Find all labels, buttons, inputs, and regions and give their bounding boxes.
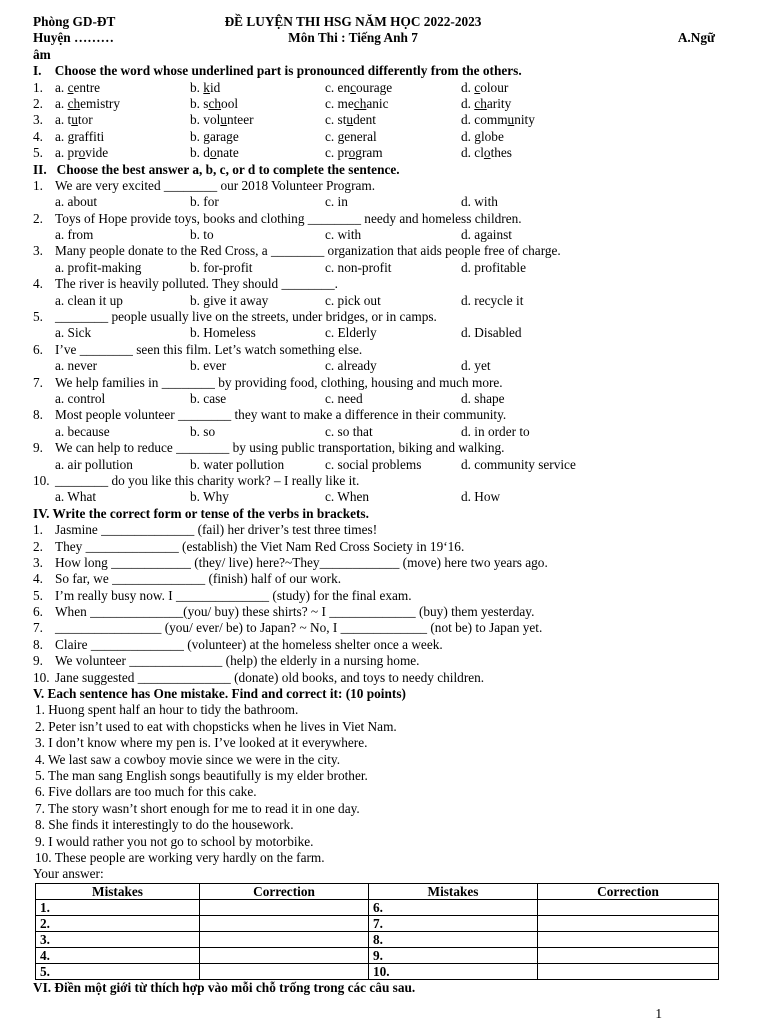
item-number: 5. xyxy=(33,145,43,161)
section-5-title-text: V. Each sentence has One mistake. Find and correct it: (10 points) xyxy=(33,686,406,702)
question-text: Many people donate to the Red Cross, a ________ organization that aids people free of charge. xyxy=(55,243,561,259)
option-d xyxy=(461,112,535,128)
answer-row xyxy=(36,899,719,915)
option-suffix: dent xyxy=(353,112,376,128)
option-suffix: nteer xyxy=(226,112,254,128)
underlined-part: ch xyxy=(353,95,367,111)
correction-cell-right xyxy=(538,899,719,915)
option-a: a. air pollution xyxy=(55,456,133,472)
mistake-cell-right: 9. xyxy=(369,947,538,963)
header-row-3 xyxy=(33,47,723,63)
option-c: c. need xyxy=(325,390,363,406)
mistakes-header-2: Mistakes xyxy=(369,883,538,899)
mistakes-header-1: Mistakes xyxy=(36,883,200,899)
item-number: 9. xyxy=(33,653,43,669)
option-a: a. profit-making xyxy=(55,259,142,275)
option-c: c. non-profit xyxy=(325,259,392,275)
underlined-part: g xyxy=(203,128,210,144)
section-5-items xyxy=(33,702,723,866)
item-text: I’m really busy now. I ______________ (study) for the final exam. xyxy=(55,587,412,603)
mistake-cell-right: 10. xyxy=(369,963,538,979)
section-2-items xyxy=(33,178,723,506)
option-a: a. from xyxy=(55,227,94,243)
underlined-part: c xyxy=(350,79,357,95)
option-c: c. so that xyxy=(325,423,373,439)
option-suffix: vide xyxy=(85,145,109,161)
mistake-sentence: 6. Five dollars are too much for this cake. xyxy=(35,784,257,800)
option-d xyxy=(461,145,512,161)
mistake-sentence: 10. These people are working very hardly on the farm. xyxy=(35,849,325,865)
verb-item xyxy=(33,588,723,604)
section-4-title xyxy=(33,506,723,522)
option-c xyxy=(325,129,377,145)
option-c xyxy=(325,80,392,96)
correction-cell-left xyxy=(200,963,369,979)
item-number: 10. xyxy=(33,669,50,685)
pronunciation-item xyxy=(33,96,723,112)
correction-cell-left xyxy=(200,899,369,915)
mistake-cell-left: 1. xyxy=(36,899,200,915)
verb-item xyxy=(33,604,723,620)
header-row-2 xyxy=(33,30,723,46)
exam-page xyxy=(33,14,723,996)
option-prefix: b. xyxy=(190,79,204,95)
question-number: 4. xyxy=(33,276,43,292)
option-b: b. case xyxy=(190,390,227,406)
verb-item xyxy=(33,555,723,571)
option-b: b. so xyxy=(190,423,216,439)
option-suffix: gram xyxy=(355,145,383,161)
option-prefix: a. pr xyxy=(55,145,79,161)
answer-table xyxy=(35,883,719,980)
options-row xyxy=(33,424,723,440)
options-row xyxy=(33,391,723,407)
option-d: d. community service xyxy=(461,456,576,472)
district-label: Huyện ……… xyxy=(33,30,114,46)
option-prefix: b. xyxy=(190,128,204,144)
option-suffix: tor xyxy=(77,112,93,128)
exam-title: ĐỀ LUYỆN THI HSG NĂM HỌC 2022-2023 xyxy=(224,14,482,29)
item-number: 1. xyxy=(33,79,43,95)
pronunciation-item xyxy=(33,145,723,161)
option-a: a. What xyxy=(55,489,97,505)
item-number: 5. xyxy=(33,587,43,603)
item-number: 3. xyxy=(33,554,43,570)
underlined-part: ch xyxy=(208,95,222,111)
option-suffix: eneral xyxy=(344,128,377,144)
verb-item xyxy=(33,539,723,555)
option-a xyxy=(55,96,120,112)
options-row xyxy=(33,260,723,276)
option-c: c. already xyxy=(325,358,377,374)
item-number: 8. xyxy=(33,636,43,652)
verb-item xyxy=(33,670,723,686)
underlined-part: u xyxy=(71,112,78,128)
underlined-part: u xyxy=(220,112,227,128)
item-text: They ______________ (establish) the Viet Nam Red Cross Society in 19‘16. xyxy=(55,538,465,554)
option-d xyxy=(461,96,511,112)
option-b: b. ever xyxy=(190,358,227,374)
option-d: d. with xyxy=(461,194,498,210)
section-1-title xyxy=(33,63,723,79)
option-d xyxy=(461,129,504,145)
option-a: a. control xyxy=(55,390,106,406)
option-suffix: nate xyxy=(216,145,239,161)
option-prefix: c. en xyxy=(325,79,351,95)
question-number: 3. xyxy=(33,243,43,259)
option-suffix: id xyxy=(209,79,221,95)
question-text: The river is heavily polluted. They should ________. xyxy=(55,276,339,292)
option-c: c. with xyxy=(325,227,362,243)
department-label: Phòng GD-ĐT xyxy=(33,14,116,29)
option-b xyxy=(190,129,239,145)
option-a: a. clean it up xyxy=(55,292,123,308)
option-b: b. for-profit xyxy=(190,259,253,275)
option-a: a. about xyxy=(55,194,98,210)
item-number: 2. xyxy=(33,95,43,111)
question-number: 9. xyxy=(33,440,43,456)
item-number: 6. xyxy=(33,604,43,620)
option-a: a. never xyxy=(55,358,98,374)
options-row xyxy=(33,293,723,309)
section-6-title xyxy=(33,980,723,996)
section-a-label-cont: âm xyxy=(33,46,51,62)
section-4-title-text: IV. Write the correct form or tense of the verbs in brackets. xyxy=(33,505,369,521)
question-row xyxy=(33,276,723,292)
question-text: We are very excited ________ our 2018 Volunteer Program. xyxy=(55,177,376,193)
option-b: b. Homeless xyxy=(190,325,256,341)
question-number: 5. xyxy=(33,309,43,325)
option-suffix: olour xyxy=(480,79,509,95)
underlined-part: o xyxy=(78,145,86,161)
mistake-cell-left: 3. xyxy=(36,931,200,947)
option-prefix: d. cl xyxy=(461,145,484,161)
option-prefix: a. xyxy=(55,95,68,111)
answer-row xyxy=(36,931,719,947)
section-1-items xyxy=(33,80,723,162)
correction-cell-right xyxy=(538,947,719,963)
section-2-title-text: II. Choose the best answer a, b, c, or d to complete the sentence. xyxy=(33,161,400,177)
option-a: a. because xyxy=(55,423,110,439)
option-prefix: a. t xyxy=(55,112,72,128)
option-b xyxy=(190,112,254,128)
verb-item xyxy=(33,637,723,653)
option-prefix: b. vol xyxy=(190,112,221,128)
mistake-sentence: 1. Huong spent half an hour to tidy the bathroom. xyxy=(35,702,299,718)
option-suffix: thes xyxy=(490,145,512,161)
item-text: Jane suggested ______________ (donate) old books, and toys to needy children. xyxy=(55,669,485,685)
underlined-part: o xyxy=(483,145,491,161)
underlined-part: c xyxy=(67,79,74,95)
item-number: 4. xyxy=(33,571,43,587)
subject-label: Môn Thi : Tiếng Anh 7 xyxy=(288,30,418,46)
correction-cell-left xyxy=(200,931,369,947)
underlined-part: u xyxy=(507,112,515,128)
options-row xyxy=(33,325,723,341)
option-prefix: d. comm xyxy=(461,112,508,128)
option-c xyxy=(325,112,376,128)
option-suffix: arage xyxy=(209,128,239,144)
option-suffix: ool xyxy=(221,95,239,111)
mistake-sentence: 9. I would rather you not go to school by motorbike. xyxy=(35,833,314,849)
option-suffix: nity xyxy=(514,112,535,128)
mistake-cell-right: 6. xyxy=(369,899,538,915)
answer-row xyxy=(36,947,719,963)
option-a: a. Sick xyxy=(55,325,92,341)
question-number: 6. xyxy=(33,341,43,357)
option-a xyxy=(55,145,108,161)
question-row xyxy=(33,407,723,423)
option-b xyxy=(190,80,220,96)
option-suffix: entre xyxy=(73,79,101,95)
item-text: Claire ______________ (volunteer) at the homeless shelter once a week. xyxy=(55,636,443,652)
options-row xyxy=(33,227,723,243)
option-d: d. in order to xyxy=(461,423,530,439)
correction-cell-right xyxy=(538,963,719,979)
option-a xyxy=(55,112,93,128)
mistake-cell-right: 8. xyxy=(369,931,538,947)
option-suffix: anic xyxy=(366,95,389,111)
correction-cell-left xyxy=(200,947,369,963)
item-number: 7. xyxy=(33,620,43,636)
question-row xyxy=(33,178,723,194)
underlined-part: k xyxy=(203,79,210,95)
section-a-label: A.Ngữ xyxy=(677,30,715,46)
question-text: ________ do you like this charity work? – I really like it. xyxy=(55,472,360,488)
underlined-part: o xyxy=(209,145,217,161)
option-prefix: c. xyxy=(325,128,338,144)
mistake-cell-left: 5. xyxy=(36,963,200,979)
option-c: c. social problems xyxy=(325,456,422,472)
question-number: 2. xyxy=(33,210,43,226)
question-text: Toys of Hope provide toys, books and clothing ________ needy and homeless children. xyxy=(55,210,522,226)
question-row xyxy=(33,211,723,227)
section-2-title xyxy=(33,162,723,178)
option-prefix: a. xyxy=(55,128,68,144)
mistake-sentence: 3. I don’t know where my pen is. I’ve looked at it everywhere. xyxy=(35,735,368,751)
options-row xyxy=(33,457,723,473)
question-number: 7. xyxy=(33,374,43,390)
question-text: We can help to reduce ________ by using public transportation, biking and walking. xyxy=(55,440,505,456)
option-d: d. recycle it xyxy=(461,292,524,308)
item-number: 2. xyxy=(33,538,43,554)
answer-row xyxy=(36,915,719,931)
question-row xyxy=(33,375,723,391)
option-b xyxy=(190,96,238,112)
underlined-part: u xyxy=(346,112,354,128)
question-number: 10. xyxy=(33,472,50,488)
option-d: d. How xyxy=(461,489,501,505)
answer-table-header xyxy=(36,883,719,899)
mistake-cell-left: 4. xyxy=(36,947,200,963)
section-6-title-text: VI. Điền một giới từ thích hợp vào mỗi chỗ trống trong các câu sau. xyxy=(33,979,416,995)
answer-label: Your answer: xyxy=(33,866,104,882)
correction-cell-right xyxy=(538,931,719,947)
pronunciation-item xyxy=(33,112,723,128)
question-row xyxy=(33,243,723,259)
option-b: b. Why xyxy=(190,489,229,505)
question-row xyxy=(33,309,723,325)
option-suffix: arity xyxy=(486,95,512,111)
question-number: 8. xyxy=(33,407,43,423)
question-text: We help families in ________ by providing food, clothing, housing and much more. xyxy=(55,374,503,390)
option-prefix: d. xyxy=(461,95,475,111)
item-text: ________________ (you/ ever/ be) to Japan? ~ No, I _____________ (not be) to Japan yet. xyxy=(55,620,543,636)
option-prefix: c. st xyxy=(325,112,347,128)
option-c xyxy=(325,96,389,112)
option-prefix: b. d xyxy=(190,145,210,161)
option-prefix: d. xyxy=(461,79,475,95)
option-b: b. to xyxy=(190,227,214,243)
option-suffix: emistry xyxy=(80,95,121,111)
underlined-part: ch xyxy=(474,95,487,111)
underlined-part: g xyxy=(67,128,75,144)
item-text: When ______________(you/ buy) these shirts? ~ I _____________ (buy) them yesterday. xyxy=(55,604,535,620)
correction-cell-right xyxy=(538,915,719,931)
option-a xyxy=(55,80,100,96)
pronunciation-item xyxy=(33,80,723,96)
item-number: 3. xyxy=(33,112,43,128)
mistake-cell-right: 7. xyxy=(369,915,538,931)
underlined-part: g xyxy=(474,128,481,144)
question-number: 1. xyxy=(33,177,43,193)
mistake-sentence: 7. The story wasn’t short enough for me to read it in one day. xyxy=(35,800,360,816)
item-text: Jasmine ______________ (fail) her driver’s test three times! xyxy=(55,522,378,538)
mistake-cell-left: 2. xyxy=(36,915,200,931)
underlined-part: o xyxy=(348,145,356,161)
item-text: So far, we ______________ (finish) half of our work. xyxy=(55,571,342,587)
option-b: b. for xyxy=(190,194,219,210)
option-b: b. give it away xyxy=(190,292,269,308)
correction-header-2: Correction xyxy=(538,883,719,899)
verb-item xyxy=(33,571,723,587)
option-b xyxy=(190,145,239,161)
section-4-items xyxy=(33,522,723,686)
question-text: ________ people usually live on the streets, under bridges, or in camps. xyxy=(55,309,437,325)
correction-header-1: Correction xyxy=(200,883,369,899)
page-number: 1 xyxy=(655,1006,662,1021)
underlined-part: c xyxy=(474,79,481,95)
option-prefix: c. pr xyxy=(325,145,349,161)
underlined-part: g xyxy=(337,128,345,144)
question-row xyxy=(33,342,723,358)
option-d xyxy=(461,80,508,96)
option-d: d. yet xyxy=(461,358,491,374)
section-1-title-text: I. Choose the word whose underlined part is pronounced differently from the others. xyxy=(33,63,522,79)
option-d: d. against xyxy=(461,227,512,243)
option-suffix: raffiti xyxy=(74,128,105,144)
option-suffix: lobe xyxy=(480,128,504,144)
item-text: We volunteer ______________ (help) the elderly in a nursing home. xyxy=(55,653,420,669)
pronunciation-item xyxy=(33,129,723,145)
option-d: d. Disabled xyxy=(461,325,522,341)
option-prefix: a. xyxy=(55,79,68,95)
mistake-sentence: 4. We last saw a cowboy movie since we were in the city. xyxy=(35,751,341,767)
option-c: c. Elderly xyxy=(325,325,377,341)
option-prefix: c. me xyxy=(325,95,354,111)
correction-cell-left xyxy=(200,915,369,931)
option-c xyxy=(325,145,383,161)
option-d: d. profitable xyxy=(461,259,526,275)
option-d: d. shape xyxy=(461,390,505,406)
mistake-sentence: 2. Peter isn’t used to eat with chopsticks when he lives in Viet Nam. xyxy=(35,718,397,734)
mistake-sentence: 8. She finds it interestingly to do the housework. xyxy=(35,817,294,833)
option-suffix: ourage xyxy=(356,79,393,95)
item-number: 4. xyxy=(33,128,43,144)
header-row-1 xyxy=(33,14,723,30)
options-row xyxy=(33,194,723,210)
mistake-sentence: 5. The man sang English songs beautifully is my elder brother. xyxy=(35,767,368,783)
answer-label-row xyxy=(33,866,723,882)
item-number: 1. xyxy=(33,522,43,538)
item-text: How long ____________ (they/ live) here?~They____________ (move) here two years ago. xyxy=(55,554,548,570)
question-row xyxy=(33,473,723,489)
option-c: c. When xyxy=(325,489,370,505)
verb-item xyxy=(33,653,723,669)
options-row xyxy=(33,358,723,374)
option-b: b. water pollution xyxy=(190,456,285,472)
question-text: Most people volunteer ________ they want to make a difference in their community. xyxy=(55,407,507,423)
option-prefix: d. xyxy=(461,128,475,144)
option-c: c. in xyxy=(325,194,348,210)
answer-row xyxy=(36,963,719,979)
verb-item xyxy=(33,522,723,538)
option-c: c. pick out xyxy=(325,292,381,308)
underlined-part: ch xyxy=(67,95,81,111)
verb-item xyxy=(33,620,723,636)
options-row xyxy=(33,489,723,505)
option-a xyxy=(55,129,104,145)
option-prefix: b. s xyxy=(190,95,209,111)
question-text: I’ve ________ seen this film. Let’s watch something else. xyxy=(55,341,363,357)
section-5-title xyxy=(33,686,723,702)
question-row xyxy=(33,440,723,456)
